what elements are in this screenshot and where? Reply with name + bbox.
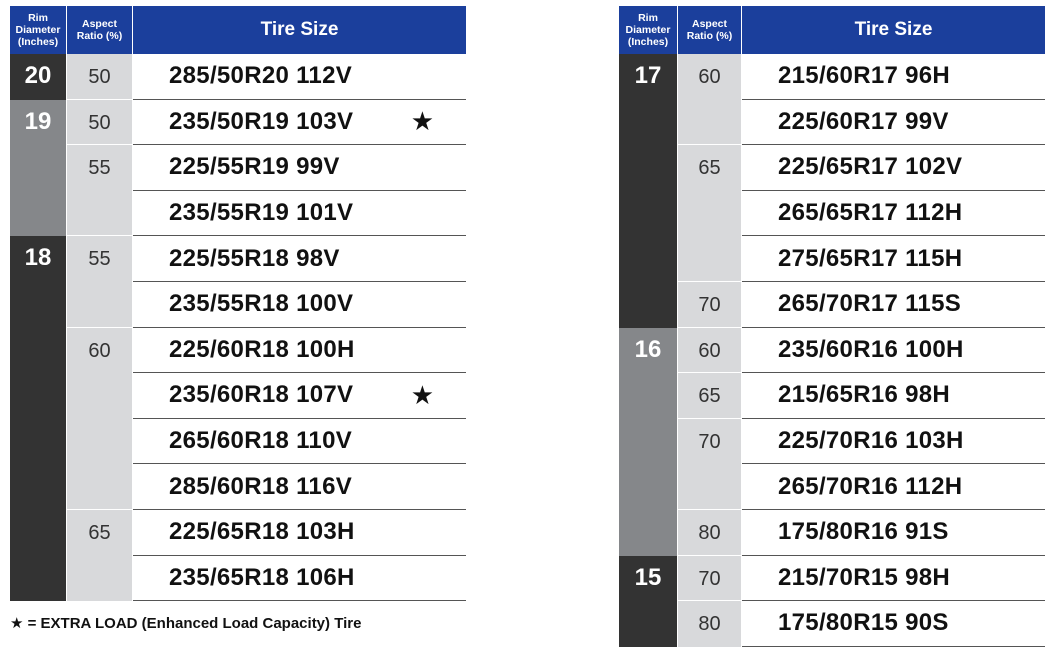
tire-size-text: 215/60R17 96H	[778, 62, 951, 90]
tire-size-row	[742, 601, 1045, 647]
header-rim-diameter: Rim Diameter (Inches)	[619, 6, 678, 54]
tire-size-text: 225/60R18 100H	[169, 335, 355, 363]
tire-size-row	[742, 191, 1045, 237]
tire-size-row	[133, 419, 466, 465]
tire-size-row	[133, 54, 466, 100]
tire-size-text: 235/55R18 100V	[169, 290, 354, 318]
rim-diameter-cell: 16	[619, 328, 677, 556]
tire-size-row	[742, 282, 1045, 328]
tire-size-text: 225/55R19 99V	[169, 153, 340, 181]
tire-size-row	[133, 556, 466, 602]
tire-size-row	[742, 373, 1045, 419]
tire-size-row	[742, 419, 1045, 465]
tire-size-row	[133, 464, 466, 510]
tire-size-row	[133, 100, 466, 146]
aspect-ratio-cell: 65	[678, 145, 741, 282]
aspect-ratio-cell: 70	[678, 556, 741, 602]
aspect-ratio-cell: 55	[67, 145, 132, 236]
star-icon: ★	[410, 106, 434, 137]
tire-size-row	[133, 282, 466, 328]
tire-size-row	[742, 556, 1045, 602]
tire-size-row	[133, 191, 466, 237]
tire-size-text: 275/65R17 115H	[778, 244, 963, 272]
tire-size-text: 265/70R17 115S	[778, 290, 962, 318]
aspect-ratio-cell: 50	[67, 54, 132, 100]
tire-size-text: 285/60R18 116V	[169, 472, 353, 500]
header-aspect-ratio: Aspect Ratio (%)	[678, 6, 742, 54]
aspect-ratio-cell: 70	[678, 282, 741, 328]
tire-size-text: 225/65R17 102V	[778, 153, 963, 181]
extra-load-footnote	[10, 614, 361, 632]
aspect-ratio-cell: 60	[678, 54, 741, 145]
aspect-ratio-cell: 80	[678, 510, 741, 556]
tire-size-row	[742, 54, 1045, 100]
tire-size-text: 235/50R19 103V	[169, 107, 354, 135]
aspect-ratio-cell: 60	[67, 328, 132, 510]
rim-diameter-cell: 18	[10, 236, 66, 601]
aspect-ratio-cell: 55	[67, 236, 132, 327]
tire-size-row	[133, 236, 466, 282]
aspect-ratio-cell: 70	[678, 419, 741, 510]
rim-diameter-cell: 17	[619, 54, 677, 328]
header-tire-size: Tire Size	[742, 6, 1045, 54]
aspect-ratio-cell: 80	[678, 601, 741, 647]
tire-size-text: 225/55R18 98V	[169, 244, 340, 272]
header-rim-diameter: Rim Diameter (Inches)	[10, 6, 67, 54]
tire-size-row	[133, 145, 466, 191]
aspect-ratio-cell: 65	[67, 510, 132, 601]
rim-diameter-cell: 20	[10, 54, 66, 100]
aspect-ratio-cell: 50	[67, 100, 132, 146]
tire-size-text: 225/65R18 103H	[169, 518, 355, 546]
header-aspect-ratio: Aspect Ratio (%)	[67, 6, 133, 54]
footnote-text: = EXTRA LOAD (Enhanced Load Capacity) Tire	[23, 615, 362, 632]
star-icon: ★	[10, 615, 24, 632]
tire-size-text: 175/80R15 90S	[778, 609, 949, 637]
aspect-ratio-cell: 65	[678, 373, 741, 419]
tire-size-text: 235/65R18 106H	[169, 563, 355, 591]
tire-size-text: 265/60R18 110V	[169, 427, 353, 455]
tire-size-row	[742, 510, 1045, 556]
tire-size-row	[742, 464, 1045, 510]
tire-size-text: 215/65R16 98H	[778, 381, 951, 409]
tire-size-text: 225/70R16 103H	[778, 427, 964, 455]
tire-size-text: 235/55R19 101V	[169, 199, 354, 227]
rim-diameter-cell: 19	[10, 100, 66, 237]
tire-size-text: 235/60R16 100H	[778, 335, 964, 363]
tire-size-row	[742, 145, 1045, 191]
tire-size-text: 235/60R18 107V	[169, 381, 354, 409]
tire-size-text: 265/65R17 112H	[778, 199, 963, 227]
rim-diameter-cell: 15	[619, 556, 677, 647]
header-tire-size: Tire Size	[133, 6, 466, 54]
tire-size-row	[133, 328, 466, 374]
tire-size-text: 285/50R20 112V	[169, 62, 353, 90]
tire-size-text: 265/70R16 112H	[778, 472, 963, 500]
tire-size-text: 225/60R17 99V	[778, 107, 949, 135]
star-icon: ★	[410, 379, 434, 410]
tire-size-text: 175/80R16 91S	[778, 518, 949, 546]
tire-size-text: 215/70R15 98H	[778, 563, 951, 591]
aspect-ratio-cell: 60	[678, 328, 741, 374]
tire-size-row	[133, 373, 466, 419]
tire-size-row	[742, 236, 1045, 282]
tire-size-row	[742, 100, 1045, 146]
tire-size-row	[742, 328, 1045, 374]
tire-size-row	[133, 510, 466, 556]
